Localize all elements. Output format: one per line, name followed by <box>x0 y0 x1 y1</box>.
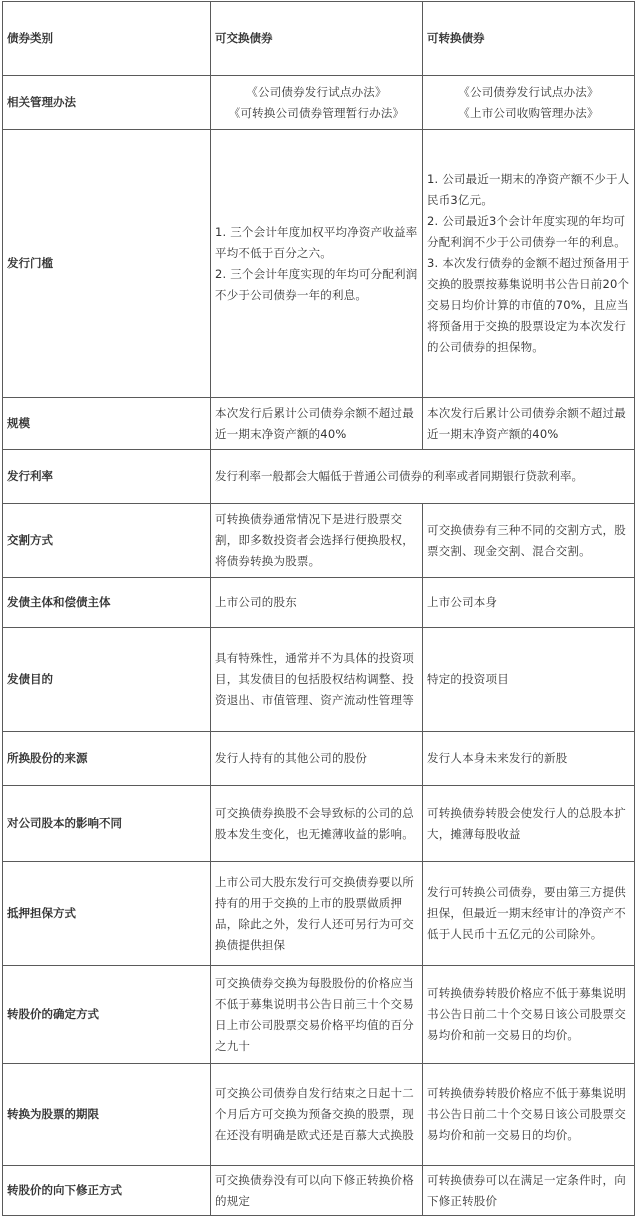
header-exchangeable: 可交换债券 <box>211 2 423 76</box>
row-exchangeable-cell: 可转换债券通常情况下是进行股票交割，即多数投资者会选择行便换股权，将债券转换为股票。 <box>211 504 423 578</box>
table-row <box>3 966 635 1064</box>
row-exchangeable-cell: 可交换债券交换为每股股份的价格应当不低于募集说明书公告日前三十个交易日上市公司股票交易价格平均值的百分之九十 <box>211 966 423 1064</box>
row-exchangeable-cell: 本次发行后累计公司债券余额不超过最近一期末净资产额的40% <box>211 398 423 450</box>
row-category: 转股价的确定方式 <box>3 966 211 1064</box>
row-exchangeable-cell: 可交换债券换股不会导致标的公司的总股本发生变化，也无摊薄收益的影响。 <box>211 786 423 862</box>
table-row <box>3 732 635 786</box>
row-category: 相关管理办法 <box>3 76 211 130</box>
row-exchangeable-cell: 上市公司大股东发行可交换债券要以所持有的用于交换的上市的股票做质押品，除此之外，发行人还可另行为可交换债提供担保 <box>211 862 423 966</box>
row-convertible-cell <box>423 76 635 130</box>
row-exchangeable-cell: 上市公司的股东 <box>211 578 423 628</box>
table-row <box>3 450 635 504</box>
row-category: 抵押担保方式 <box>3 862 211 966</box>
regulation-line: 《公司债券发行试点办法》 <box>458 84 599 99</box>
table-row <box>3 1064 635 1166</box>
row-merged-cell: 发行利率一般都会大幅低于普通公司债券的利率或者同期银行贷款利率。 <box>211 450 635 504</box>
table-row <box>3 862 635 966</box>
table-row <box>3 578 635 628</box>
table-row <box>3 398 635 450</box>
row-convertible-cell: 1. 公司最近一期末的净资产额不少于人民币3亿元。 2. 公司最近3个会计年度实现的年均可分配利润不少于公司债券一年的利息。 3. 本次发行债券的金额不超过预备用于交换的股票按募集说明书公告日前20个交易日均价计算的市值的70%，且应当将预备用于交换的股票设定为本次发行的公司债券的担保物。 <box>423 130 635 398</box>
row-category: 转换为股票的期限 <box>3 1064 211 1166</box>
row-convertible-cell: 可转换债券转股价格应不低于募集说明书公告日前二十个交易日该公司股票交易均价和前一交易日的均价。 <box>423 1064 635 1166</box>
table-row <box>3 76 635 130</box>
regulation-line: 《上市公司收购管理办法》 <box>458 105 599 120</box>
row-category: 对公司股本的影响不同 <box>3 786 211 862</box>
row-exchangeable-cell: 可交换债券没有可以向下修正转换价格的规定 <box>211 1166 423 1216</box>
header-category: 债券类别 <box>3 2 211 76</box>
table-row <box>3 130 635 398</box>
regulation-line: 《公司债券发行试点办法》 <box>246 84 387 99</box>
row-category: 发债目的 <box>3 628 211 732</box>
table-row <box>3 786 635 862</box>
row-convertible-cell: 特定的投资项目 <box>423 628 635 732</box>
row-exchangeable-cell: 1. 三个会计年度加权平均净资产收益率平均不低于百分之六。 2. 三个会计年度实现的年均可分配利润不少于公司债券一年的利息。 <box>211 130 423 398</box>
table-row <box>3 1166 635 1216</box>
row-convertible-cell: 上市公司本身 <box>423 578 635 628</box>
row-category: 交割方式 <box>3 504 211 578</box>
row-convertible-cell: 发行可转换公司债券，要由第三方提供担保，但最近一期末经审计的净资产不低于人民币十五亿元的公司除外。 <box>423 862 635 966</box>
row-exchangeable-cell: 发行人持有的其他公司的股份 <box>211 732 423 786</box>
row-category: 规模 <box>3 398 211 450</box>
table-row <box>3 504 635 578</box>
row-convertible-cell: 可转换债券可以在满足一定条件时，向下修正转股价 <box>423 1166 635 1216</box>
row-category: 所换股份的来源 <box>3 732 211 786</box>
row-convertible-cell: 发行人本身未来发行的新股 <box>423 732 635 786</box>
row-category: 转股价的向下修正方式 <box>3 1166 211 1216</box>
header-convertible: 可转换债券 <box>423 2 635 76</box>
row-convertible-cell: 本次发行后累计公司债券余额不超过最近一期末净资产额的40% <box>423 398 635 450</box>
row-category: 发债主体和偿债主体 <box>3 578 211 628</box>
row-category: 发行利率 <box>3 450 211 504</box>
row-category: 发行门槛 <box>3 130 211 398</box>
row-exchangeable-cell <box>211 76 423 130</box>
regulation-line: 《可转换公司债券管理暂行办法》 <box>228 105 405 120</box>
header-row <box>3 2 635 76</box>
row-exchangeable-cell: 可交换公司债券自发行结束之日起十二个月后方可交换为预备交换的股票，现在还没有明确是欧式还是百慕大式换股 <box>211 1064 423 1166</box>
row-convertible-cell: 可交换债券有三种不同的交割方式，股票交割、现金交割、混合交割。 <box>423 504 635 578</box>
comparison-table <box>2 1 635 1216</box>
row-convertible-cell: 可转换债券转股价格应不低于募集说明书公告日前二十个交易日该公司股票交易均价和前一交易日的均价。 <box>423 966 635 1064</box>
row-convertible-cell: 可转换债券转股会使发行人的总股本扩大，摊薄每股收益 <box>423 786 635 862</box>
row-exchangeable-cell: 具有特殊性，通常并不为具体的投资项目，其发债目的包括股权结构调整、投资退出、市值管理、资产流动性管理等 <box>211 628 423 732</box>
table-row <box>3 628 635 732</box>
